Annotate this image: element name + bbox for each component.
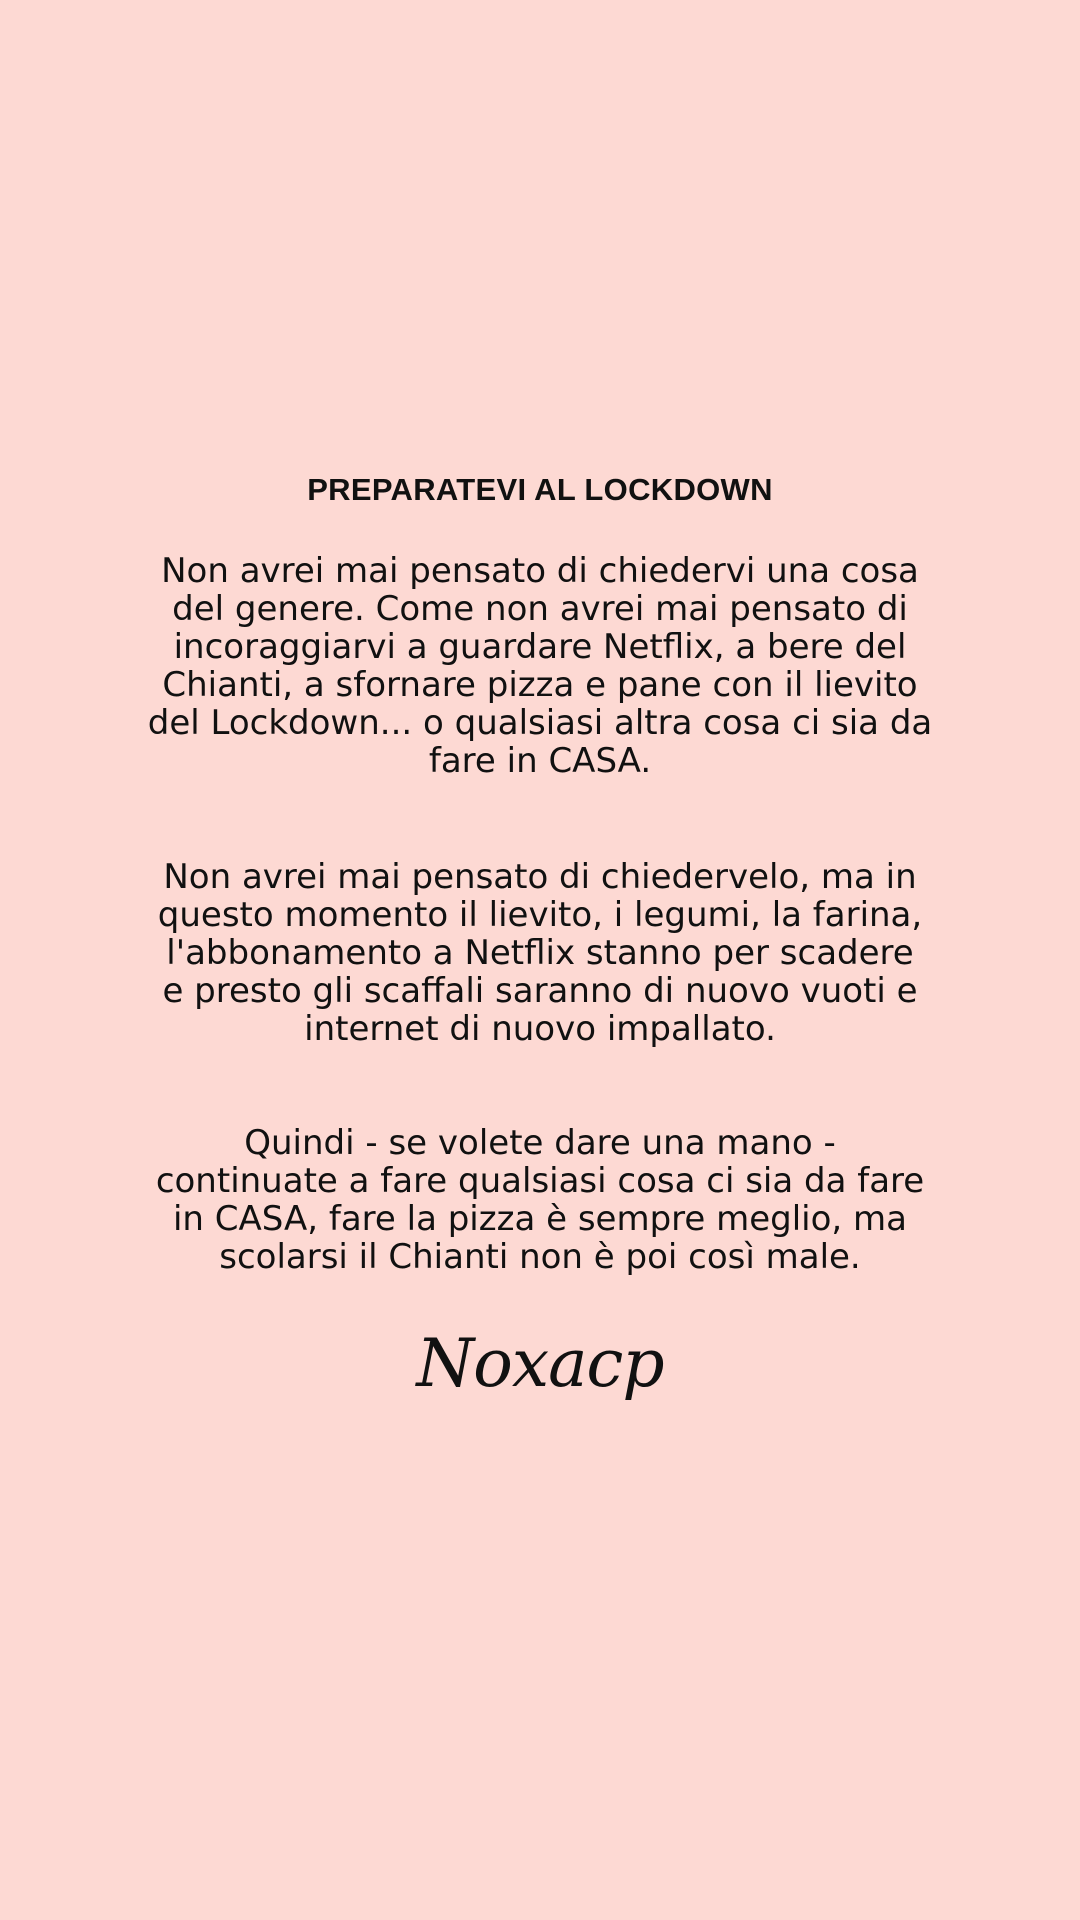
paragraph-line: continuate a fare qualsiasi cosa ci sia da fare [155,1161,925,1201]
paragraph-1 [90,552,990,780]
paragraph-line: Chianti, a sfornare pizza e pane con il lievito [162,665,918,705]
paragraph-line: scolarsi il Chianti non è poi così male. [219,1237,861,1277]
paragraph-line: l'abbonamento a Netflix stanno per scadere [166,933,914,973]
paragraph-line: questo momento il lievito, i legumi, la farina, [157,895,923,935]
paragraph-2 [90,858,990,1048]
paragraph-line: del genere. Come non avrei mai pensato di [172,589,908,629]
paragraph-line: fare in CASA. [428,741,652,781]
paragraph-line: del Lockdown... o qualsiasi altra cosa ci sia da [147,703,933,743]
paragraph-line: Quindi - se volete dare una mano - [244,1123,836,1163]
signature: Noxacp [416,1325,664,1402]
paragraph-line: e presto gli scaffali saranno di nuovo vuoti e [162,971,918,1011]
paragraph-line: in CASA, fare la pizza è sempre meglio, ma [172,1199,907,1239]
paragraph-line: Non avrei mai pensato di chiedervelo, ma in [163,857,917,897]
paragraph-line: internet di nuovo impallato. [304,1009,776,1049]
paragraph-3 [90,1124,990,1276]
paragraph-line: incoraggiarvi a guardare Netflix, a bere del [173,627,907,667]
paragraph-line: Non avrei mai pensato di chiedervi una cosa [161,551,919,591]
page-title: PREPARATEVI AL LOCKDOWN [307,472,773,507]
